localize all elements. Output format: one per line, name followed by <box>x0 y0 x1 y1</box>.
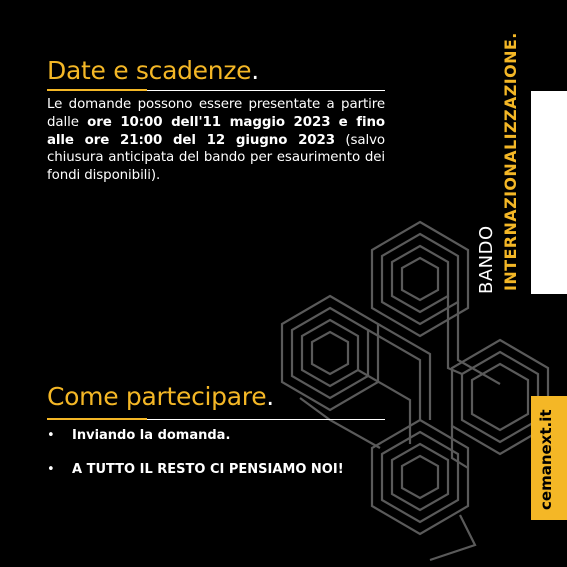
participation-list <box>47 428 344 477</box>
bullet-icon: • <box>47 428 55 443</box>
program-name <box>501 32 520 291</box>
title-underline-rule <box>147 90 385 91</box>
program-name-text: INTERNAZIONALIZZAZIONE <box>501 38 520 291</box>
section-title-dates-text: Date e scadenze <box>47 56 252 85</box>
dates-start: ore 10:00 dell'11 maggio 2023 <box>87 114 331 130</box>
list-item <box>47 462 344 477</box>
title-underline-accent <box>47 89 147 91</box>
list-item <box>47 428 344 443</box>
section-title-participate <box>47 382 274 411</box>
website-link[interactable]: cemanext.it <box>537 409 555 510</box>
section-title-participate-dot: . <box>266 382 274 411</box>
dates-paragraph <box>47 96 385 185</box>
list-item-text: Inviando la domanda. <box>72 428 231 443</box>
title-underline-rule <box>147 419 385 420</box>
section-title-dates-dot: . <box>251 56 259 85</box>
dates-text-2 <box>330 115 338 130</box>
bando-label: BANDO <box>476 225 497 294</box>
program-name-dot: . <box>501 32 520 39</box>
title-underline-accent <box>47 418 147 420</box>
dates-text-3: (salvo chiusura anticipata del bando per esaurimento dei fondi disponibili). <box>47 132 385 184</box>
side-white-panel <box>531 91 567 294</box>
section-title-participate-text: Come partecipare <box>47 382 267 411</box>
section-title-dates <box>47 56 259 85</box>
list-item-text: A TUTTO IL RESTO CI PENSIAMO NOI! <box>72 462 344 477</box>
bullet-icon: • <box>47 462 55 477</box>
dates-text-1: Le domande possono essere presentate a partire dalle <box>47 97 385 130</box>
dates-end: e fino alle ore 21:00 del 12 giugno 2023 <box>47 114 385 148</box>
